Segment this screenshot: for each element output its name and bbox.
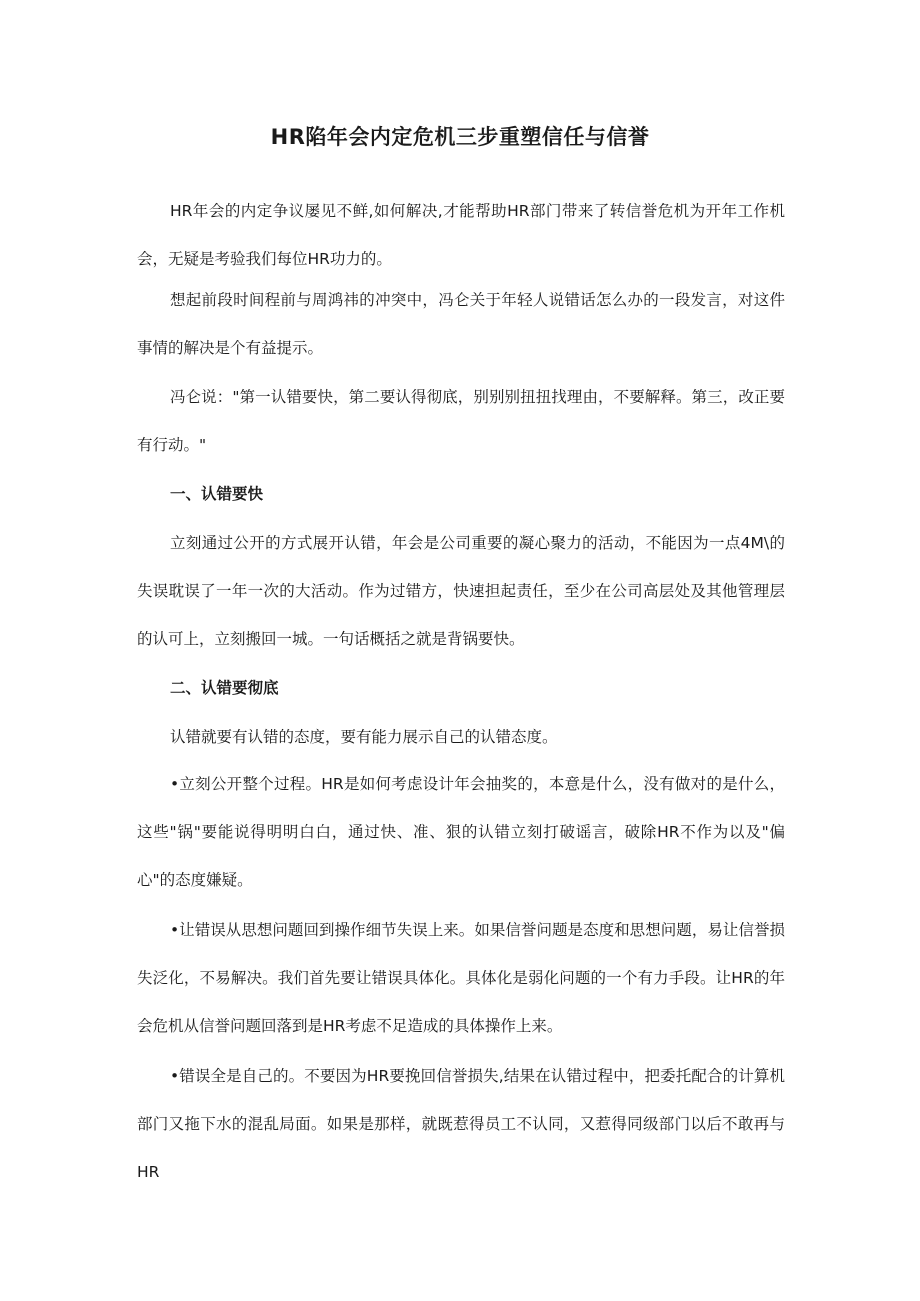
paragraph-section-2-intro: 认错就要有认错的态度，要有能力展示自己的认错态度。 [170,728,558,746]
paragraph-quote: 冯仑说："第一认错要快，第二要认得彻底，别别别扭扭找理由，不要解释。第三，改正要有行动。" [137,388,785,454]
bullet-item-2: •让错误从思想问题回到操作细节失误上来。如果信誉问题是态度和思想问题，易让信誉损失泛化，不易解决。我们首先要让错误具体化。具体化是弱化问题的一个有力手段。让HR的年会危机从信誉问题回落到是HR考虑不足造成的具体操作上来。 [137,921,785,1035]
section-heading-2: 二、认错要彻底 [170,679,279,697]
bullet-item-3: •错误全是自己的。不要因为HR要挽回信誉损失,结果在认错过程中，把委托配合的计算机部门又拖下水的混乱局面。如果是那样，就既惹得员工不认同，又惹得同级部门以后不敢再与HR [137,1067,785,1181]
section-heading-1: 一、认错要快 [170,485,264,503]
paragraph-intro: HR年会的内定争议屡见不鲜,如何解决,才能帮助HR部门带来了转信誉危机为开年工作机会，无疑是考验我们每位HR功力的。 [137,202,785,268]
document-title: HR陷年会内定危机三步重塑信任与信誉 [270,125,650,149]
paragraph-context: 想起前段时间程前与周鸿祎的冲突中，冯仑关于年轻人说错话怎么办的一段发言，对这件事情的解决是个有益提示。 [137,291,785,357]
bullet-item-1: •立刻公开整个过程。HR是如何考虑设计年会抽奖的，本意是什么，没有做对的是什么，这些"锅"要能说得明明白白，通过快、准、狠的认错立刻打破谣言，破除HR不作为以及"偏心"的态度嫌疑。 [137,775,785,889]
paragraph-section-1: 立刻通过公开的方式展开认错，年会是公司重要的凝心聚力的活动，不能因为一点4M\的失误耽误了一年一次的大活动。作为过错方，快速担起责任，至少在公司高层处及其他管理层的认可上，立刻搬回一城。一句话概括之就是背锅要快。 [137,534,785,648]
